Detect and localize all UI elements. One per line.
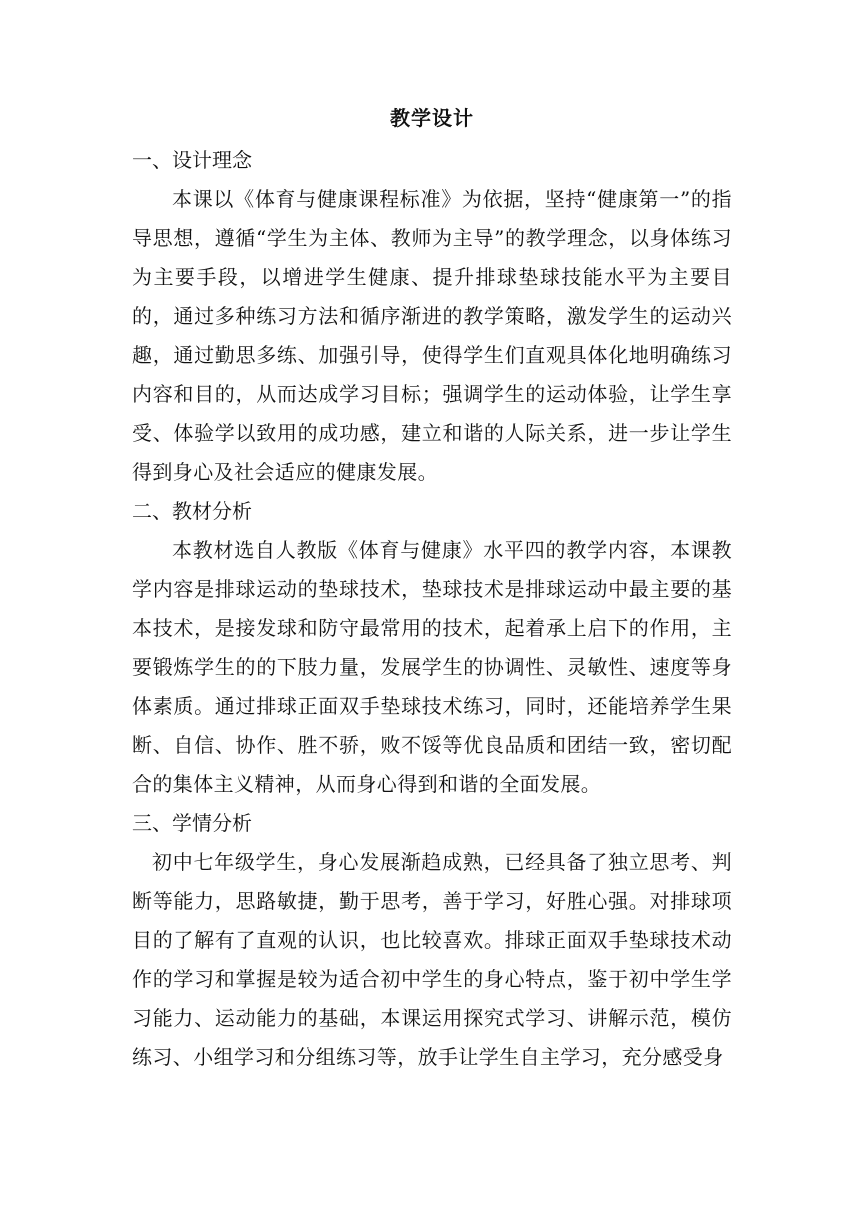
section-heading: 二、教材分析 <box>132 499 252 523</box>
section-heading: 三、学情分析 <box>132 811 252 835</box>
section-student-analysis <box>132 804 732 1077</box>
section-heading: 一、设计理念 <box>132 148 252 172</box>
section-paragraph: 初中七年级学生，身心发展渐趋成熟，已经具备了独立思考、判断等能力，思路敏捷，勤于思考，善于学习，好胜心强。对排球项目的了解有了直观的认识，也比较喜欢。排球正面双手垫球技术动作的学习和掌握是较为适合初中学生的身心特点，鉴于初中学生学习能力、运动能力的基础，本课运用探究式学习、讲解示范，模仿练习、小组学习和分组练习等，放手让学生自主学习，充分感受身 <box>132 850 732 1069</box>
section-material-analysis <box>132 492 732 804</box>
section-paragraph: 本教材选自人教版《体育与健康》水平四的教学内容，本课教学内容是排球运动的垫球技术，垫球技术是排球运动中最主要的基本技术，是接发球和防守最常用的技术，起着承上启下的作用，主要锻炼学生的的下肢力量，发展学生的协调性、灵敏性、速度等身体素质。通过排球正面双手垫球技术练习，同时，还能培养学生果断、自信、协作、胜不骄，败不馁等优良品质和团结一致，密切配合的集体主义精神，从而身心得到和谐的全面发展。 <box>132 538 732 796</box>
section-paragraph: 本课以《体育与健康课程标准》为依据，坚持“健康第一”的指导思想，遵循“学生为主体、教师为主导”的教学理念，以身体练习为主要手段，以增进学生健康、提升排球垫球技能水平为主要目的，通过多种练习方法和循序渐进的教学策略，激发学生的运动兴趣，通过勤思多练、加强引导，使得学生们直观具体化地明确练习内容和目的，从而达成学习目标；强调学生的运动体验，让学生享受、体验学以致用的成功感，建立和谐的人际关系，进一步让学生得到身心及社会适应的健康发展。 <box>132 187 732 484</box>
document-title: 教学设计 <box>390 106 474 130</box>
document-body <box>132 100 732 1077</box>
section-design-concept <box>132 141 732 492</box>
